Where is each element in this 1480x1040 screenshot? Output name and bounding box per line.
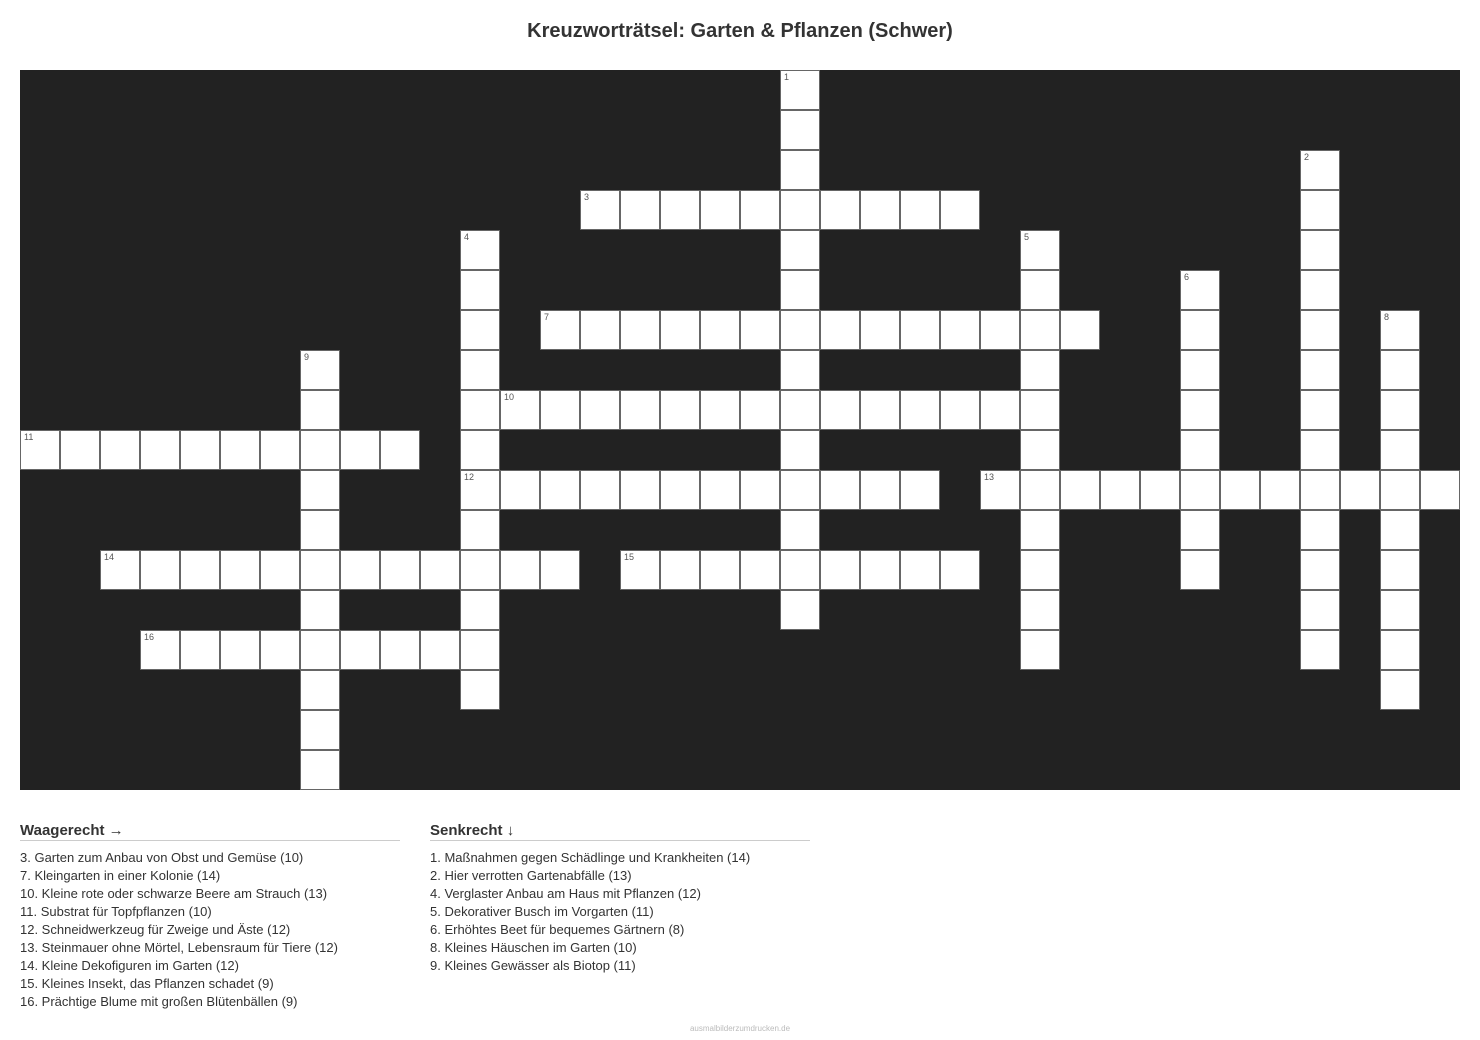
across-clues-section xyxy=(20,822,400,1011)
grid-cell[interactable] xyxy=(460,590,500,630)
grid-cell[interactable] xyxy=(380,430,420,470)
grid-cell[interactable] xyxy=(260,630,300,670)
grid-cell[interactable] xyxy=(1020,310,1060,350)
grid-cell[interactable] xyxy=(780,270,820,310)
grid-cell[interactable] xyxy=(1380,630,1420,670)
grid-cell[interactable] xyxy=(900,550,940,590)
grid-cell[interactable] xyxy=(540,310,580,350)
grid-cell[interactable] xyxy=(780,70,820,110)
grid-cell[interactable] xyxy=(780,150,820,190)
grid-cell[interactable] xyxy=(1300,270,1340,310)
grid-cell[interactable] xyxy=(300,390,340,430)
grid-cell[interactable] xyxy=(1020,270,1060,310)
grid-cell[interactable] xyxy=(260,430,300,470)
grid-cell[interactable] xyxy=(700,470,740,510)
grid-cell[interactable] xyxy=(660,550,700,590)
grid-cell[interactable] xyxy=(380,630,420,670)
grid-cell[interactable] xyxy=(1380,550,1420,590)
grid-cell[interactable] xyxy=(460,550,500,590)
grid-cell[interactable] xyxy=(460,230,500,270)
across-clue: 16. Prächtige Blume mit großen Blütenbällen (9) xyxy=(20,994,298,1009)
grid-cell[interactable] xyxy=(500,470,540,510)
grid-cell[interactable] xyxy=(300,670,340,710)
grid-cell[interactable] xyxy=(740,310,780,350)
grid-cell[interactable] xyxy=(180,430,220,470)
across-clue: 7. Kleingarten in einer Kolonie (14) xyxy=(20,868,221,883)
across-clue: 15. Kleines Insekt, das Pflanzen schadet (9) xyxy=(20,976,274,991)
grid-cell[interactable] xyxy=(740,470,780,510)
grid-cell[interactable] xyxy=(1060,470,1100,510)
grid-cell[interactable] xyxy=(1300,630,1340,670)
grid-cell[interactable] xyxy=(1020,350,1060,390)
grid-cell[interactable] xyxy=(580,470,620,510)
crossword-grid xyxy=(20,70,1460,790)
grid-cell[interactable] xyxy=(700,390,740,430)
grid-cell[interactable] xyxy=(300,350,340,390)
down-clue: 2. Hier verrotten Gartenabfälle (13) xyxy=(430,868,632,883)
grid-cell[interactable] xyxy=(300,710,340,750)
grid-cell[interactable] xyxy=(1020,550,1060,590)
cell-number: 9 xyxy=(304,352,310,362)
cell-number: 7 xyxy=(544,312,550,322)
grid-cell[interactable] xyxy=(1180,470,1220,510)
grid-cell[interactable] xyxy=(780,430,820,470)
across-clue: 10. Kleine rote oder schwarze Beere am Strauch (13) xyxy=(20,886,328,901)
grid-cell[interactable] xyxy=(1420,470,1460,510)
cell-number: 2 xyxy=(1304,152,1310,162)
grid-cell[interactable] xyxy=(860,550,900,590)
grid-cell[interactable] xyxy=(460,430,500,470)
grid-cell[interactable] xyxy=(860,310,900,350)
grid-cell[interactable] xyxy=(220,630,260,670)
cell-number: 6 xyxy=(1184,272,1190,282)
down-clue: 8. Kleines Häuschen im Garten (10) xyxy=(430,940,637,955)
grid-cell[interactable] xyxy=(620,470,660,510)
grid-cell[interactable] xyxy=(260,550,300,590)
grid-cell[interactable] xyxy=(1380,470,1420,510)
cell-number: 16 xyxy=(144,632,155,642)
grid-cell[interactable] xyxy=(140,630,180,670)
grid-cell[interactable] xyxy=(1300,590,1340,630)
grid-cell[interactable] xyxy=(300,630,340,670)
grid-cell[interactable] xyxy=(820,310,860,350)
grid-cell[interactable] xyxy=(340,630,380,670)
grid-cell[interactable] xyxy=(1020,630,1060,670)
grid-cell[interactable] xyxy=(620,310,660,350)
grid-cell[interactable] xyxy=(100,430,140,470)
grid-cell[interactable] xyxy=(820,390,860,430)
grid-cell[interactable] xyxy=(300,550,340,590)
grid-cell[interactable] xyxy=(780,550,820,590)
grid-cell[interactable] xyxy=(900,190,940,230)
grid-cell[interactable] xyxy=(1380,430,1420,470)
grid-cell[interactable] xyxy=(1180,350,1220,390)
grid-cell[interactable] xyxy=(460,470,500,510)
grid-cell[interactable] xyxy=(780,230,820,270)
grid-cell[interactable] xyxy=(540,550,580,590)
page-title: Kreuzworträtsel: Garten & Pflanzen (Schwer) xyxy=(527,20,953,42)
grid-cell[interactable] xyxy=(460,510,500,550)
grid-cell[interactable] xyxy=(300,430,340,470)
grid-cell[interactable] xyxy=(1140,470,1180,510)
grid-cell[interactable] xyxy=(660,190,700,230)
grid-cell[interactable] xyxy=(1180,310,1220,350)
grid-cell[interactable] xyxy=(1300,550,1340,590)
cell-number: 13 xyxy=(984,472,995,482)
across-heading: Waagerecht → xyxy=(20,822,400,841)
cell-number: 12 xyxy=(464,472,475,482)
grid-cell[interactable] xyxy=(940,390,980,430)
grid-cell[interactable] xyxy=(1020,510,1060,550)
down-clue: 5. Dekorativer Busch im Vorgarten (11) xyxy=(430,904,654,919)
cell-number: 11 xyxy=(24,432,34,442)
grid-cell[interactable] xyxy=(180,550,220,590)
cell-number: 10 xyxy=(504,392,515,402)
grid-cell[interactable] xyxy=(1380,310,1420,350)
footer-credit: ausmalbilderzumdrucken.de xyxy=(689,1024,791,1033)
grid-cell[interactable] xyxy=(700,310,740,350)
cell-number: 4 xyxy=(464,232,470,242)
grid-cell[interactable] xyxy=(140,430,180,470)
grid-cell[interactable] xyxy=(1300,190,1340,230)
grid-cell[interactable] xyxy=(700,550,740,590)
grid-cell[interactable] xyxy=(1180,390,1220,430)
across-clue: 3. Garten zum Anbau von Obst und Gemüse (10) xyxy=(20,850,304,865)
grid-cell[interactable] xyxy=(740,550,780,590)
grid-cell[interactable] xyxy=(580,310,620,350)
grid-cell[interactable] xyxy=(980,390,1020,430)
grid-cell[interactable] xyxy=(300,510,340,550)
grid-cell[interactable] xyxy=(1060,310,1100,350)
grid-cell[interactable] xyxy=(460,350,500,390)
grid-cell[interactable] xyxy=(1300,510,1340,550)
grid-cell[interactable] xyxy=(1340,470,1380,510)
grid-cell[interactable] xyxy=(620,390,660,430)
grid-cell[interactable] xyxy=(780,470,820,510)
grid-cell[interactable] xyxy=(900,390,940,430)
down-clue: 1. Maßnahmen gegen Schädlinge und Krankheiten (14) xyxy=(430,850,751,865)
grid-cell[interactable] xyxy=(780,310,820,350)
grid-cell[interactable] xyxy=(1020,590,1060,630)
grid-cell[interactable] xyxy=(1380,390,1420,430)
down-clue-list xyxy=(430,849,810,975)
grid-cell[interactable] xyxy=(1260,470,1300,510)
grid-cell[interactable] xyxy=(460,390,500,430)
grid-cell[interactable] xyxy=(420,550,460,590)
grid-cell[interactable] xyxy=(860,190,900,230)
grid-cell[interactable] xyxy=(1220,470,1260,510)
grid-cell[interactable] xyxy=(940,310,980,350)
grid-cell[interactable] xyxy=(780,190,820,230)
grid-cell[interactable] xyxy=(780,510,820,550)
down-clues-section xyxy=(430,822,810,975)
grid-cell[interactable] xyxy=(580,390,620,430)
grid-cell[interactable] xyxy=(580,190,620,230)
grid-cell[interactable] xyxy=(1020,430,1060,470)
grid-cell[interactable] xyxy=(1380,590,1420,630)
grid-cell[interactable] xyxy=(820,470,860,510)
grid-cell[interactable] xyxy=(660,390,700,430)
across-clue: 14. Kleine Dekofiguren im Garten (12) xyxy=(20,958,239,973)
grid-cell[interactable] xyxy=(220,550,260,590)
grid-cell[interactable] xyxy=(340,430,380,470)
down-heading: Senkrecht ↓ xyxy=(430,822,810,841)
cell-number: 3 xyxy=(584,192,590,202)
grid-cell[interactable] xyxy=(660,310,700,350)
grid-cell[interactable] xyxy=(860,470,900,510)
grid-cell[interactable] xyxy=(1300,430,1340,470)
grid-cell[interactable] xyxy=(980,470,1020,510)
grid-cell[interactable] xyxy=(1180,550,1220,590)
grid-cell[interactable] xyxy=(60,430,100,470)
grid-cell[interactable] xyxy=(780,350,820,390)
grid-cell[interactable] xyxy=(1020,470,1060,510)
grid-cell[interactable] xyxy=(620,190,660,230)
grid-cell[interactable] xyxy=(1020,230,1060,270)
grid-cell[interactable] xyxy=(1020,390,1060,430)
grid-cell[interactable] xyxy=(180,630,220,670)
grid-cell[interactable] xyxy=(740,390,780,430)
grid-cell[interactable] xyxy=(900,470,940,510)
grid-cell[interactable] xyxy=(140,550,180,590)
grid-cell[interactable] xyxy=(860,390,900,430)
grid-cell[interactable] xyxy=(100,550,140,590)
grid-cell[interactable] xyxy=(620,550,660,590)
grid-cell[interactable] xyxy=(220,430,260,470)
grid-cell[interactable] xyxy=(420,630,460,670)
cell-number: 14 xyxy=(104,552,115,562)
grid-cell[interactable] xyxy=(340,550,380,590)
down-clue: 6. Erhöhtes Beet für bequemes Gärtnern (8) xyxy=(430,922,685,937)
grid-cell[interactable] xyxy=(1380,510,1420,550)
grid-cell[interactable] xyxy=(1300,470,1340,510)
grid-cell[interactable] xyxy=(1300,310,1340,350)
grid-cell[interactable] xyxy=(460,270,500,310)
grid-cell[interactable] xyxy=(780,110,820,150)
grid-cell[interactable] xyxy=(1180,430,1220,470)
grid-cell[interactable] xyxy=(660,470,700,510)
grid-cell[interactable] xyxy=(500,550,540,590)
grid-cell[interactable] xyxy=(1180,510,1220,550)
across-clue: 11. Substrat für Topfpflanzen (10) xyxy=(20,904,212,919)
down-clue: 9. Kleines Gewässer als Biotop (11) xyxy=(430,958,636,973)
grid-cell[interactable] xyxy=(700,190,740,230)
grid-cell[interactable] xyxy=(900,310,940,350)
grid-cell[interactable] xyxy=(460,310,500,350)
grid-cell[interactable] xyxy=(300,590,340,630)
down-clue: 4. Verglaster Anbau am Haus mit Pflanzen (12) xyxy=(430,886,701,901)
grid-cell[interactable] xyxy=(1300,150,1340,190)
grid-cell[interactable] xyxy=(500,390,540,430)
grid-cell[interactable] xyxy=(380,550,420,590)
grid-cell[interactable] xyxy=(20,430,60,470)
across-clue: 12. Schneidwerkzeug für Zweige und Äste (12) xyxy=(20,922,291,937)
grid-cell[interactable] xyxy=(540,470,580,510)
grid-cell[interactable] xyxy=(540,390,580,430)
cell-number: 5 xyxy=(1024,232,1030,242)
grid-cell[interactable] xyxy=(780,390,820,430)
grid-cell[interactable] xyxy=(980,310,1020,350)
grid-cell[interactable] xyxy=(1180,270,1220,310)
grid-cell[interactable] xyxy=(820,190,860,230)
grid-cell[interactable] xyxy=(1300,390,1340,430)
grid-cell[interactable] xyxy=(1380,670,1420,710)
across-clue: 13. Steinmauer ohne Mörtel, Lebensraum für Tiere (12) xyxy=(20,940,338,955)
grid-cell[interactable] xyxy=(460,670,500,710)
cell-number: 15 xyxy=(624,552,635,562)
cell-number: 8 xyxy=(1384,312,1390,322)
grid-cell[interactable] xyxy=(300,470,340,510)
grid-cell[interactable] xyxy=(740,190,780,230)
grid-cell[interactable] xyxy=(1100,470,1140,510)
grid-cell[interactable] xyxy=(1300,350,1340,390)
grid-cell[interactable] xyxy=(940,550,980,590)
grid-cell[interactable] xyxy=(1380,350,1420,390)
grid-cell[interactable] xyxy=(780,590,820,630)
grid-cell[interactable] xyxy=(460,630,500,670)
cell-number: 1 xyxy=(784,72,790,82)
grid-cell[interactable] xyxy=(300,750,340,790)
across-clue-list xyxy=(20,849,400,1011)
grid-cell[interactable] xyxy=(1300,230,1340,270)
grid-cell[interactable] xyxy=(820,550,860,590)
grid-cell[interactable] xyxy=(940,190,980,230)
